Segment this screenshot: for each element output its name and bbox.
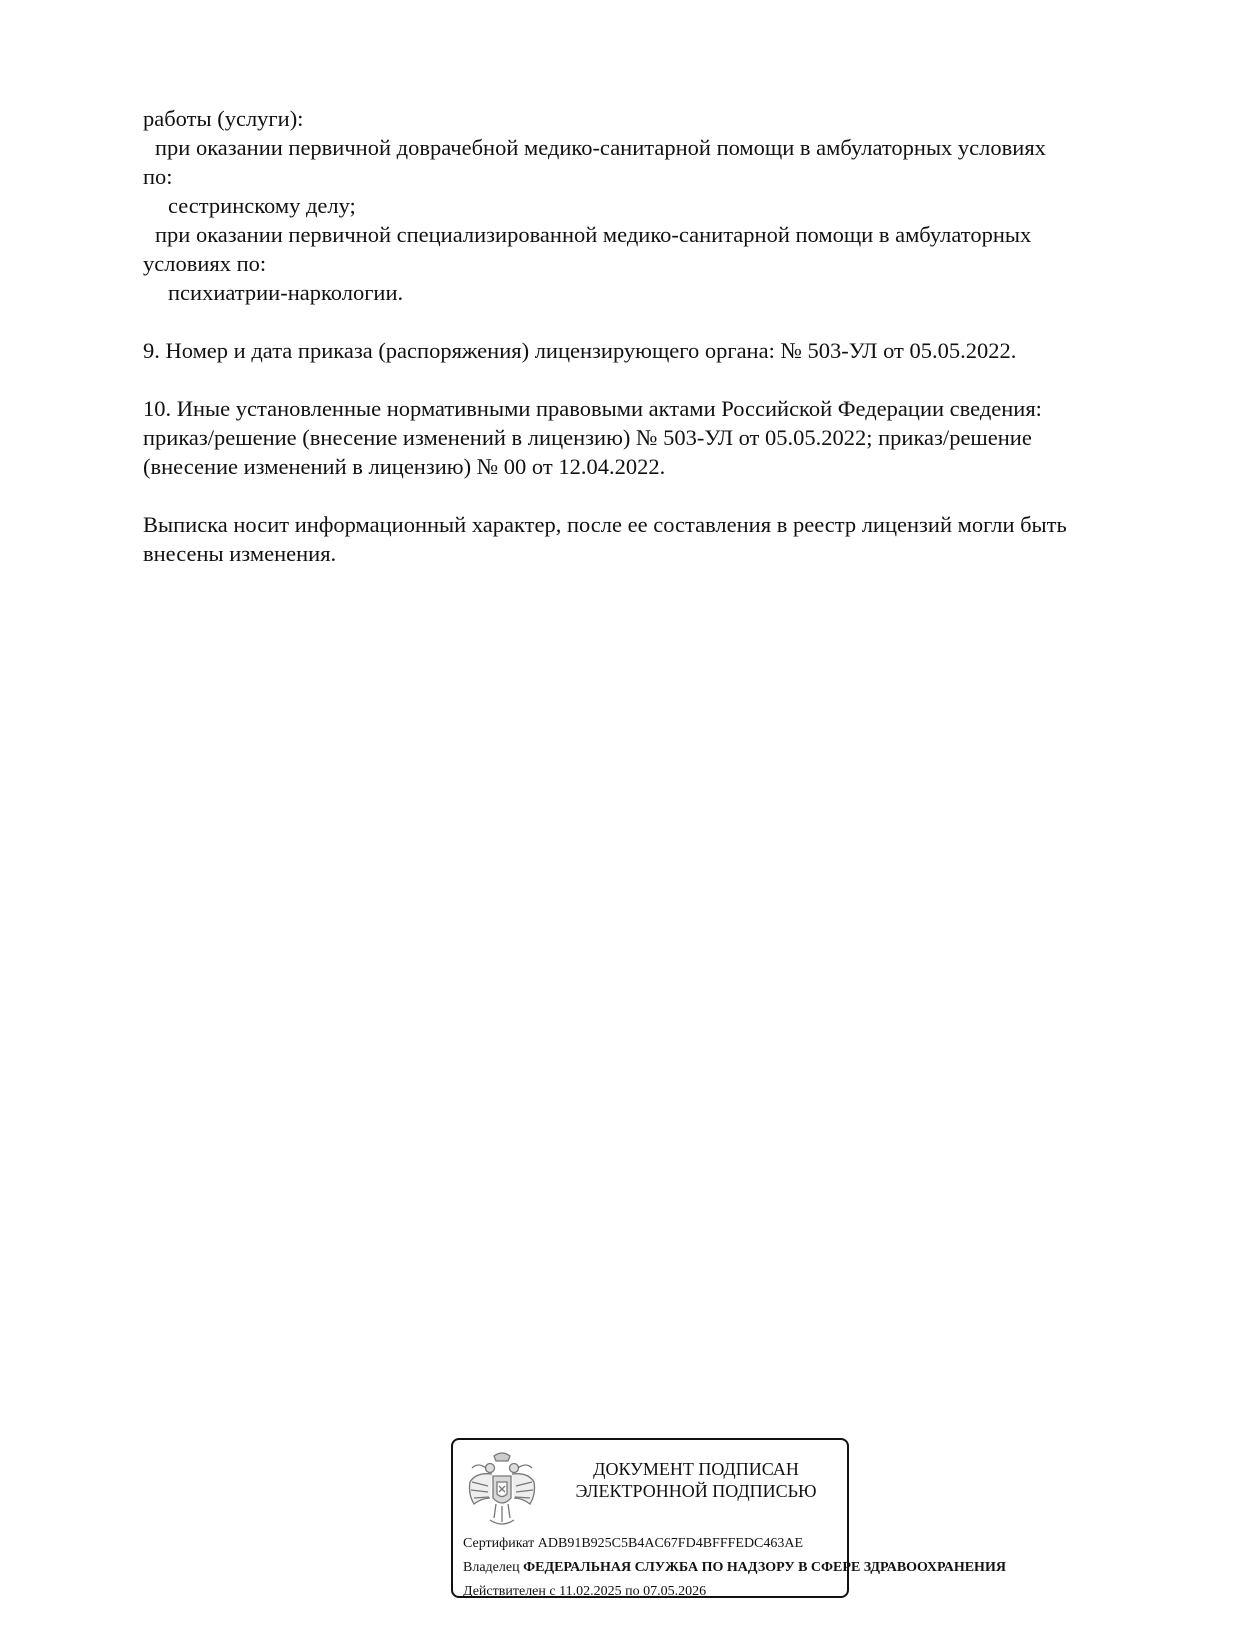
text-line: при оказании первичной доврачебной медико-санитарной помощи в амбулаторных условиях (155, 135, 1046, 160)
text-line: сестринскому делу; (168, 193, 356, 218)
certificate-row (463, 1532, 1006, 1556)
electronic-signature-stamp (451, 1438, 1006, 1599)
disclaimer-note (143, 510, 1153, 568)
owner-label: Владелец (463, 1560, 520, 1575)
text-line: приказ/решение (внесение изменений в лицензию) № 503-УЛ от 05.05.2022; приказ/решение (143, 425, 1032, 450)
owner-value: ФЕДЕРАЛЬНАЯ СЛУЖБА ПО НАДЗОРУ В СФЕРЕ ЗДРАВООХРАНЕНИЯ (523, 1560, 1006, 1575)
text-line: 10. Иные установленные нормативными правовыми актами Российской Федерации сведения: (143, 396, 1042, 421)
stamp-title (555, 1458, 837, 1502)
text-line: внесены изменения. (143, 541, 337, 566)
certificate-label: Сертификат (463, 1536, 535, 1551)
item-9-order: 9. Номер и дата приказа (распоряжения) лицензирующего органа: № 503-УЛ от 05.05.2022. (143, 338, 1017, 363)
text-line: при оказании первичной специализированной медико-санитарной помощи в амбулаторных (155, 222, 1032, 247)
validity-row: Действителен с 11.02.2025 по 07.05.2026 (463, 1584, 707, 1599)
stamp-title-line: ДОКУМЕНТ ПОДПИСАН (593, 1459, 799, 1479)
certificate-value: ADB91B925C5B4AC67FD4BFFFEDC463AE (537, 1536, 804, 1551)
double-headed-eagle-icon (466, 1448, 538, 1532)
text-line: психиатрии-наркологии. (168, 280, 404, 305)
text-line: Выписка носит информационный характер, после ее составления в реестр лицензий могли быть (143, 512, 1067, 537)
stamp-title-line: ЭЛЕКТРОННОЙ ПОДПИСЬЮ (575, 1481, 817, 1501)
text-line: (внесение изменений в лицензию) № 00 от 12.04.2022. (143, 454, 666, 479)
item-10-other-info (143, 394, 1153, 481)
document-body (143, 104, 1153, 568)
owner-row (463, 1556, 1006, 1580)
text-line: работы (услуги): (143, 106, 304, 131)
stamp-details (463, 1532, 1006, 1604)
text-line: по: (143, 164, 173, 189)
text-line: условиях по: (143, 251, 267, 276)
